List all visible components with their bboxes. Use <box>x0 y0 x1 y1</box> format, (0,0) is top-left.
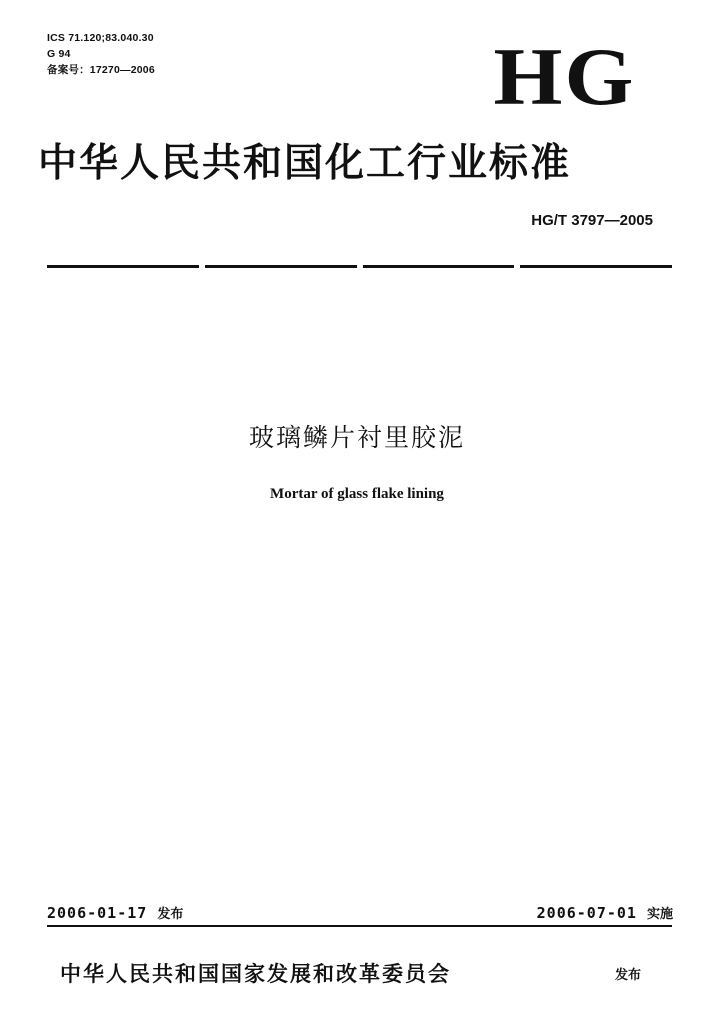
effective-date: 2006-07-01 <box>536 904 637 922</box>
publish-label: 发布 <box>157 907 184 922</box>
ics-code: ICS 71.120;83.040.30 <box>47 32 154 44</box>
dates-row <box>47 903 673 922</box>
header-divider <box>47 265 672 268</box>
filing-number: 备案号：17270—2006 <box>47 64 155 76</box>
hg-logo: HG <box>493 31 636 122</box>
document-title-en: Mortar of glass flake lining <box>270 486 444 502</box>
standard-title: 中华人民共和国化工行业标准 <box>38 140 572 186</box>
effective-date-group <box>537 903 673 922</box>
publish-date: 2006-01-17 <box>47 904 148 922</box>
standard-number: HG/T 3797—2005 <box>531 212 653 229</box>
publish-date-group <box>47 903 183 922</box>
footer-divider <box>47 925 672 927</box>
ccs-code: G 94 <box>47 48 71 60</box>
effective-label: 实施 <box>646 907 673 922</box>
issuer-name: 中华人民共和国国家发展和改革委员会 <box>60 961 451 986</box>
document-title-cn: 玻璃鳞片衬里胶泥 <box>248 423 465 452</box>
classification-block <box>47 30 155 78</box>
issuer-suffix: 发布 <box>615 968 642 983</box>
